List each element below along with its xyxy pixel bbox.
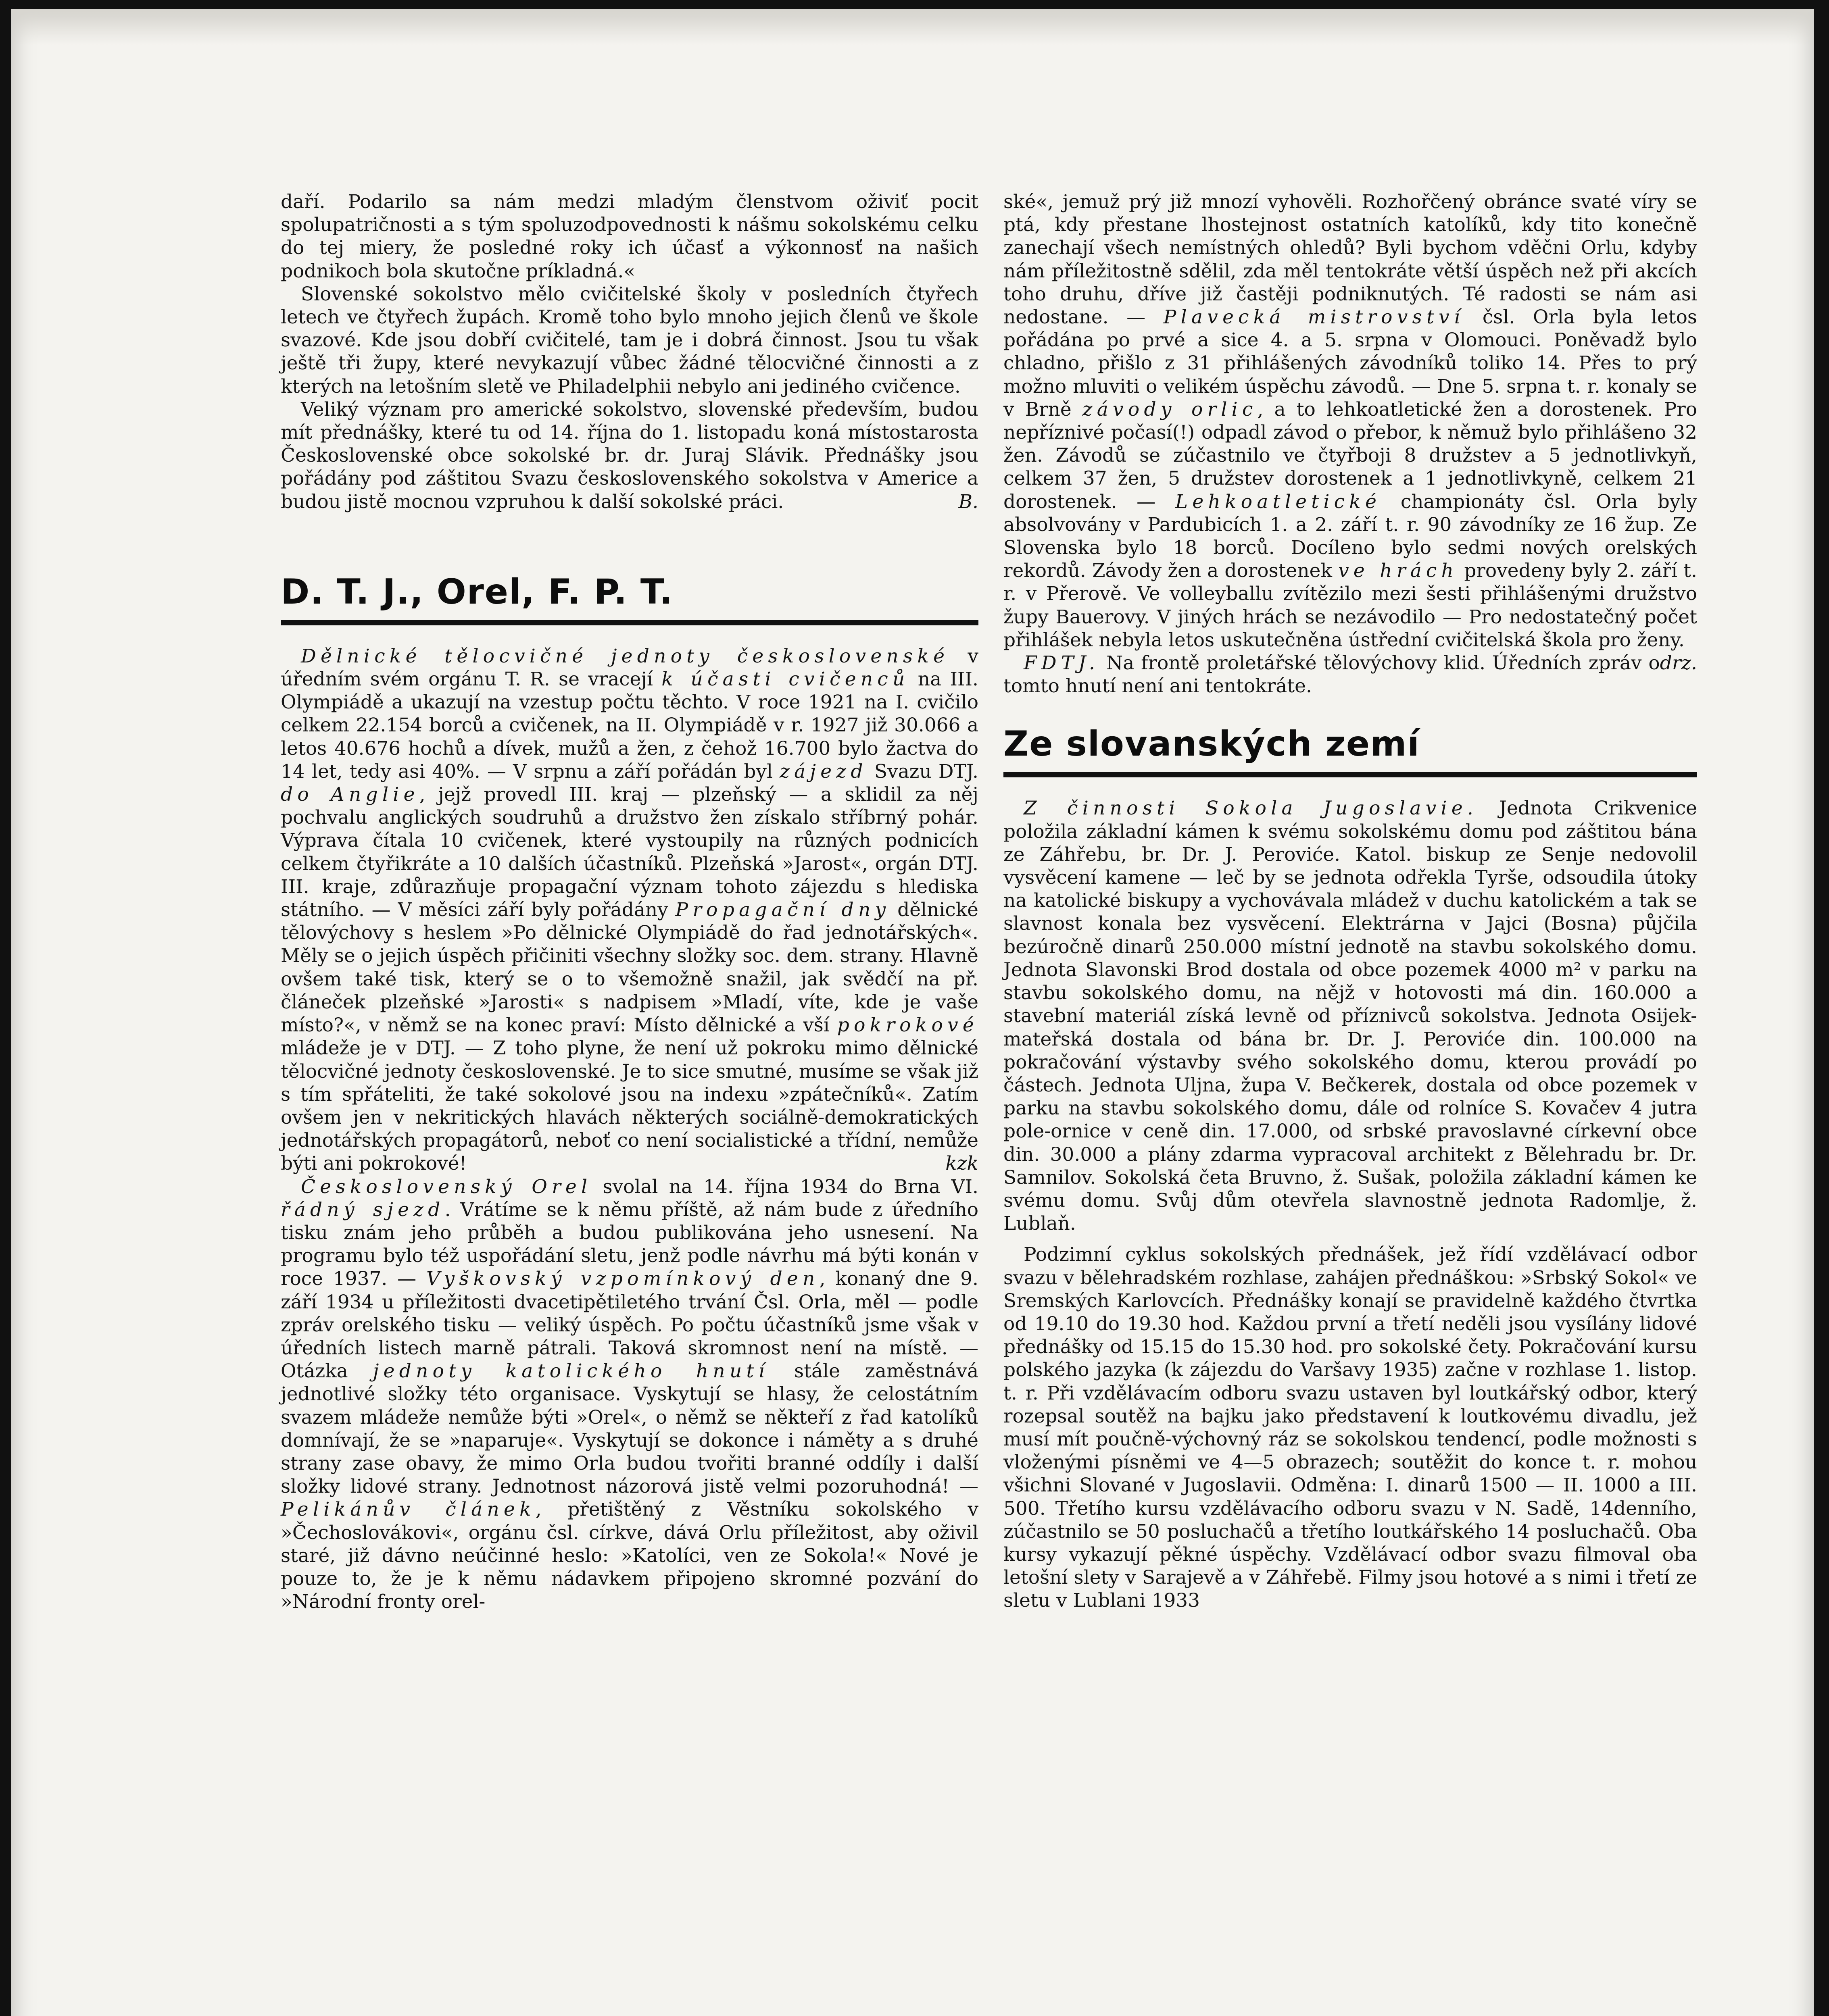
lectures-text: Veliký význam pro americké sokolstvo, slovenské především, budou mít přednášky, které tu od 14. října do 1. listopadu koná místostarosta Československé obce sokolské br. dr. Juraj Slávik. Přednášky jsou pořádány pod záštitou Svazu československého sokolstva v Americe a budou jistě mocnou vzpruhou k další sokolské práci. (281, 398, 978, 513)
orel-spaced: jednoty katolického hnutí (373, 1360, 769, 1383)
orel-spaced: Lehkoatletické (1175, 490, 1381, 513)
dtj-text: v úředním svém orgánu T. R. se vracejí (281, 645, 978, 691)
orel-text: , a to lehkoatletické žen a dorostenek. Pro nepříznivé počasí(!) odpadl závod o přebor, k němuž bylo přihlášeno 32 žen. Závodů se zúčastnilo ve čtyřboji 8 družstev a 5 jednotlivkyň, celkem 37 žen, 5 družstev dorostenek a 1 jednotlivkyně, celkem 21 dorostenek. — (1003, 398, 1697, 513)
dtj-spaced: Propagační dny (675, 899, 891, 921)
signature-b: B. (958, 490, 978, 513)
orel-text: ské«, jemuž prý již mnozí vyhověli. Rozhořčený obránce svaté víry se ptá, kdy přestane lhostejnost ostatních katolíků, kdy tito konečně zanechají všech nemístných ohledů? Byli bychom vděčni Orlu, kdyby nám příležitostně sdělil, zda měl tentokráte větší úspěch než při akcích toho druhu, dříve již častěji podniknutých. Té radosti se nám asi nedostane. — (1003, 191, 1697, 329)
paragraph-fdtj (1003, 652, 1697, 698)
dtj-spaced: zájezd (780, 760, 868, 783)
paragraph-instructor-schools: Slovenské sokolstvo mělo cvičitelské školy v posledních čtyřech letech ve čtyřech župách. Kromě toho bylo mnoho jejich členů ve škole svazové. Kde jsou dobří cvičitelé, tam je i dobrá činnost. Jsou tu však ještě tři župy, které nevykazují vůbec žádné tělocvičné činnosti a z kterých na letošním sletě ve Philadelphii nebylo ani jediného cvičence. (281, 283, 978, 398)
fdtj-title: FDTJ. (1024, 652, 1100, 675)
paragraph-yugoslavia (1003, 797, 1697, 1235)
signature-kzk: kzk (945, 1152, 978, 1175)
yu-title: Z činnosti Sokola Jugoslavie. (1024, 797, 1478, 820)
paragraph-lectures (281, 398, 978, 513)
section-heading-dtj: D. T. J., Orel, F. P. T. (281, 571, 674, 612)
signature-drz: drz. (1660, 652, 1697, 675)
orel-spaced: Plavecká mistrovství (1163, 306, 1465, 329)
orel-text: championáty čsl. Orla byly absolvovány v Pardubicích 1. a 2. září t. r. 90 závodníky ze 16 žup. Ze Slovenska bylo 18 borců. Docíleno bylo sedmi nových orelských rekordů. Závody žen a dorostenek (1003, 490, 1697, 582)
orel-spaced: řádný sjezd (281, 1198, 445, 1221)
orel-text: stále zaměstnává jednotlivé složky této organisace. Vyskytují se hlasy, že celostátním svazem mládeže nemůže býti »Orel«, o němž se někteří z řad katolíků domnívají, že se »naparuje«. Vyskytují se dokonce i náměty a s druhé strany zase obavy, že mimo Orla budou tvořiti branné oddíly i další složky lidové strany. Jednotnost názorová jistě velmi pozoruhodná! — (281, 1360, 978, 1498)
dtj-text: mládeže je v DTJ. — Z toho plyne, že není už pokroku mimo dělnické tělocvičné jednoty československé. Je to sice smutné, musíme se však již s tím spřáteliti, že také sokolové jsou na indexu »zpátečníků«. Zatím ovšem jen v nekritických hlavách některých sociálně-demokratických jednotářských propagátorů, neboť co není socialistické a třídní, nemůže býti ani pokrokové! (281, 1037, 978, 1175)
orel-text: . Vrátíme se k němu příště, až nám bude z úředního tisku znám jeho průběh a budou publikována jeho usnesení. Na programu bylo též uspořádání sletu, jenž podle návrhu má býti konán v roce 1937. — (281, 1198, 978, 1290)
orel-text: , konaný dne 9. září 1934 u příležitosti dvacetipětiletého trvání Čsl. Orla, měl — podle zpráv orelského tisku — veliký úspěch. Po počtu účastníků jsme však v úředních listech marně pátrali. Taková skromnost není na místě. — Otázka (281, 1268, 979, 1383)
orel-spaced: Vyškovský vzpomínkový den (426, 1268, 820, 1290)
heading-rule (1003, 772, 1697, 777)
yu-text: Jednota Crikvenice položila základní kámen k svému sokolskému domu pod záštitou bána ze Záhřebu, br. Dr. J. Peroviće. Katol. biskup ze Senje nedovolil vysvěcení kamene — leč by se jednota odřekla Tyrše, odsoudila útoky na katolické biskupy a vychovávala mládež v duchu katolickém a tak se slavnost konala bez vysvěcení. Elektrárna v Jajci (Bosna) půjčila bezúročně dinarů 250.000 místní jednotě na stavbu sokolského domu. Jednota Slavonski Brod dostala od obce pozemek 4000 m² v parku na stavbu sokolského domu, na nějž v hotovosti má din. 160.000 a stavební materiál získá levně od příznivců sokolstva. Jednota Osijek-mateřská dostala od bána br. Dr. J. Peroviće din. 100.000 na pokračování výstavby svého sokolského domu, kterou provádí po částech. Jednota Uljna, župa V. Bečkerek, dostala od obce pozemek v parku na stavbu sokolského domu, dále od rolníce S. Kovačev 4 jutra pole-ornice v ceně din. 17.000, od srbské pravoslavné církevní obce din. 30.000 a plány zdarma vypracoval architekt z Bělehradu br. Dr. Samnilov. Sokolská četa Bruvno, ž. Sušak, položila základní kámen ke svému domu. Svůj dům otevřela slavnostně jednota Radomlje, ž. Lublaň. (1003, 797, 1697, 1235)
orel-text: svolal na 14. října 1934 do Brna VI. (592, 1175, 978, 1198)
section-heading-slavic: Ze slovanských zemí (1003, 724, 1420, 764)
paragraph-dtj (281, 645, 978, 1175)
dtj-spaced: pokrokové (837, 1014, 978, 1037)
orel-text: provedeny byly 2. září t. r. v Přerově. Ve volleyballu zvítězilo mezi šesti přihlášenými družstvo župy Bauerovy. V jiných hrách se nezávodilo — Pro nedostatečný počet přihlášek nebyla letos uskutečněna ústřední cvičitelská škola pro ženy. (1003, 560, 1697, 651)
paragraph-lecture-cycle: Podzimní cyklus sokolských přednášek, jež řídí vzdělávací odbor svazu v bělehradském rozhlase, zahájen přednáškou: »Srbský Sokol« ve Sremských Karlovcích. Přednášky konají se pravidelně každého čtvrtka od 19.10 do 19.30 hod. Každou první a třetí neděli jsou vysílány lidové přednášky od 15.15 do 15.30 hod. pro sokolské čety. Pokračování kursu polského jazyka (k zájezdu do Varšavy 1935) začne v rozhlase 1. listop. t. r. Při vzdělávacím odboru svazu ustaven byl loutkářský odbor, který rozepsal soutěž na bajku jako představení k loutkovému divadlu, jež musí mít poučně-výchovný ráz se sokolskou tendencí, podle možnosti s vloženými písněmi ve 4—5 obrazech; soutěžit do konce t. r. mohou všichni Slované v Jugoslavii. Odměna: I. dinarů 1500 — II. 1000 a III. 500. Třetího kursu vzdělávacího odboru svazu v N. Sadě, 14denního, zúčastnilo se 50 posluchačů a třetího loutkářského 14 posluchačů. Oba kursy vykazují pěkné úspěchy. Vzdělávací odbor svazu filmoval oba letošní slety v Sarajevě a v Záhřebě. Filmy jsou hotové a s nimi i třetí ze sletu v Lublani 1933 (1003, 1243, 1697, 1612)
heading-rule (281, 620, 978, 625)
dtj-text: na III. Olympiádě a ukazují na vzestup počtu těchto. V roce 1921 na I. cvičilo celkem 22.154 borců a cvičenek, na II. Olympiádě v r. 1927 již 30.066 a letos 40.676 hochů a dívek, mužů a žen, z čehož 16.700 bylo žactva do 14 let, tedy asi 40%. — V srpnu a září pořádán byl (281, 668, 978, 783)
dtj-spaced: k účasti cvičenců (661, 668, 909, 691)
paragraph-orel (281, 1175, 978, 1614)
right-column (1003, 190, 1697, 1612)
orel-spaced: závody orlic (1082, 398, 1258, 421)
orel-spaced: ve hrách (1338, 560, 1458, 582)
scan-edge-shadow (11, 9, 1814, 45)
orel-text: , přetištěný z Věstníku sokolského v »Čechoslovákovi«, orgánu čsl. církve, dává Orlu příležitost, aby oživil staré, již dávno neúčinné heslo: »Katolíci, ven ze Sokola!« Nové je pouze to, že je k němu nádavkem připojeno skromné pozvání do »Národní fronty orel- (281, 1498, 979, 1613)
orel-spaced: Pelikánův článek (281, 1498, 536, 1521)
paragraph-slovak-sokol-quote: daří. Podarilo sa nám medzi mladým členstvom oživiť pocit spolupatričnosti a s tým spoluzodpovednosti k nášmu sokolskému celku do tej miery, že posledné roky ich účasť a výkonnosť na našich podnikoch bola skutočne príkladná.« (281, 191, 978, 282)
dtj-text: , jejž provedl III. kraj — plzeňský — a sklidil za něj pochvalu anglických soudruhů a družstvo žen získalo stříbrný pohár. Výprava čítala 10 cvičenek, které vystoupily na různých podnicích celkem čtyřikráte a 10 dalších účastníků. Plzeňská »Jarost«, orgán DTJ. III. kraje, zdůrazňuje propagační význam tohoto zájezdu s hlediska státního. — V měsíci září byly pořádány (281, 783, 978, 921)
dtj-text: Svazu DTJ. (867, 760, 978, 783)
dtj-text: dělnické tělovýchovy s heslem »Po dělnické Olympiádě do řad jednotářských«. Měly se o jejich úspěch přičiniti všechny složky soc. dem. strany. Hlavně ovšem také tisk, který se o to všemožně snažil, jak svědčí na př. článeček plzeňské »Jarosti« s nadpisem »Mladí, víte, kde je vaše místo?«, v němž se na konec praví: Místo dělnické a vší (281, 899, 978, 1037)
dtj-spaced: do Anglie (281, 783, 419, 806)
fdtj-text: Na frontě proletářské tělovýchovy klid. Úředních zpráv o tomto hnutí není ani tentokráte. (1003, 652, 1660, 698)
paragraph-gap (1003, 1235, 1697, 1243)
journal-page (11, 9, 1814, 2016)
orel-title: Československý Orel (301, 1175, 592, 1198)
dtj-title: Dělnické tělocvičné jednoty československé (301, 645, 949, 667)
orel-text: čsl. Orla byla letos pořádána po prvé a sice 4. a 5. srpna v Olomouci. Poněvadž bylo chladno, přišlo z 31 přihlášených závodníků toliko 14. Přes to prý možno mluviti o velikém úspěchu závodů. — Dne 5. srpna t. r. konaly se v Brně (1003, 306, 1697, 421)
left-column (281, 190, 978, 1613)
